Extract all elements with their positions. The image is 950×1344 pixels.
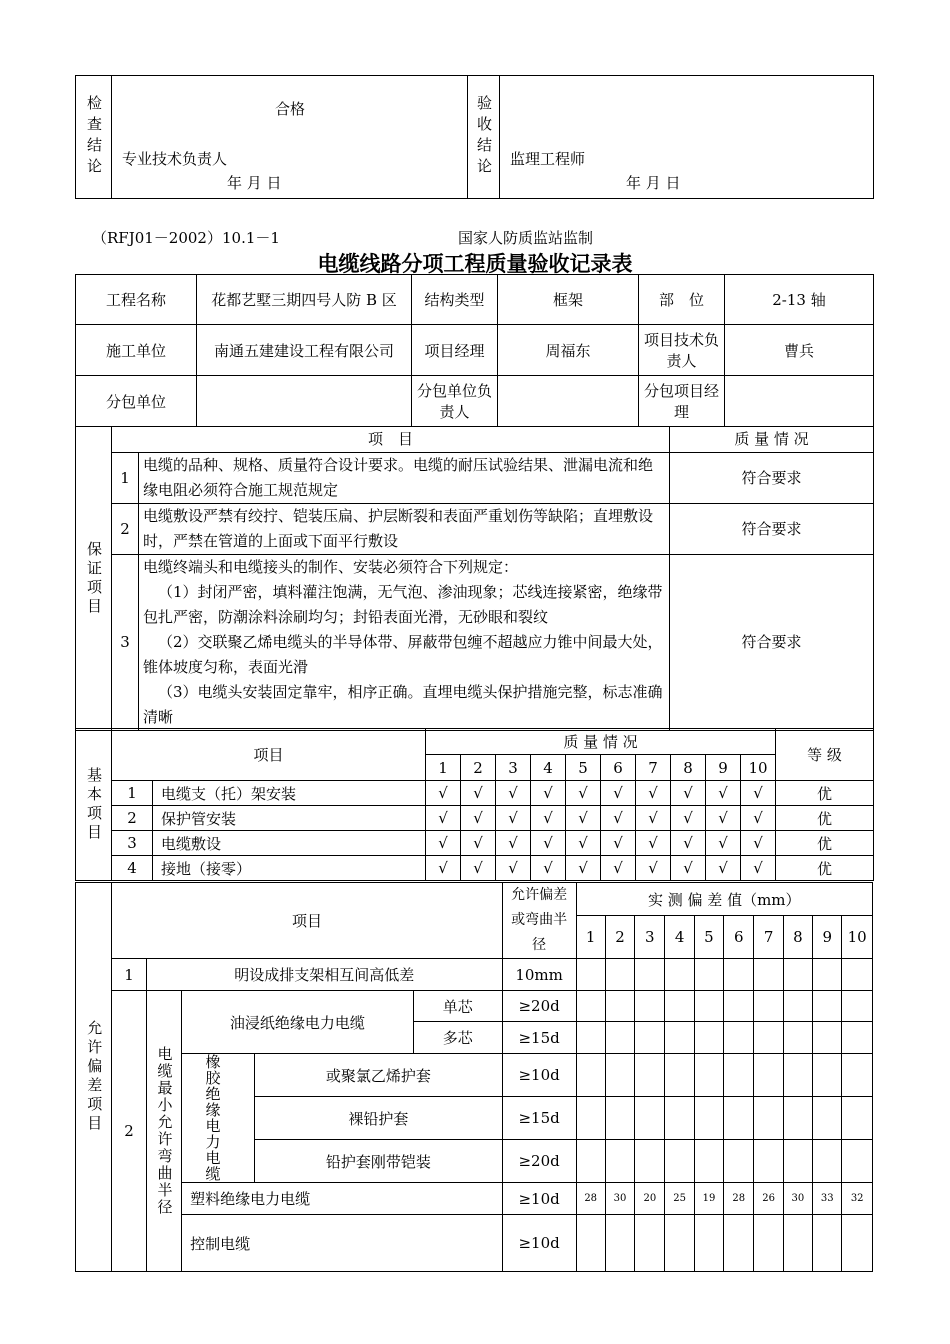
measure-cell: [576, 1215, 605, 1272]
measure-cell: [605, 1215, 634, 1272]
basic-row-no: 1: [112, 781, 153, 806]
measure-cell: [605, 1054, 634, 1097]
measure-value: 19: [694, 1183, 723, 1215]
measure-value: 26: [754, 1183, 783, 1215]
measure-cell: [605, 1140, 634, 1183]
basic-mark: √: [566, 806, 601, 831]
tech-date: 年 月 日: [227, 174, 282, 192]
basic-mark: √: [741, 806, 776, 831]
basic-grade: 优: [776, 781, 874, 806]
basic-mark: √: [531, 781, 566, 806]
basic-col-no: 4: [531, 755, 566, 781]
basic-mark: √: [636, 856, 671, 881]
basic-col-no: 6: [601, 755, 636, 781]
guarantee-text: 电缆的品种、规格、质量符合设计要求。电缆的耐压试验结果、泄漏电流和绝缘电阻必须符合施工规范规定: [139, 453, 670, 504]
measure-cell: [724, 1140, 754, 1183]
plastic-allow: ≥10d: [502, 1183, 576, 1215]
deviation-row-allow: 10mm: [502, 959, 576, 991]
basic-row: [76, 831, 874, 856]
basic-mark: √: [566, 781, 601, 806]
measure-cell: [842, 991, 873, 1022]
deviation-row: [76, 1215, 873, 1272]
guarantee-result: 符合要求: [670, 453, 874, 504]
deviation-row: [76, 1183, 873, 1215]
measure-cell: [813, 959, 842, 991]
measure-cell: [842, 1054, 873, 1097]
basic-mark: √: [531, 806, 566, 831]
measure-cell: [576, 1097, 605, 1140]
part-value: 2-13 轴: [725, 275, 874, 325]
measure-value: 28: [724, 1183, 754, 1215]
conclusion-table: [75, 75, 874, 199]
builder-label: 施工单位: [76, 325, 197, 376]
tech-label: 项目技术负责人: [639, 325, 725, 376]
measure-cell: [665, 1097, 694, 1140]
basic-mark: √: [706, 856, 741, 881]
basic-mark: √: [601, 831, 636, 856]
deviation-col-no: 2: [605, 916, 634, 959]
measure-value: 32: [842, 1183, 873, 1215]
basic-col-no: 5: [566, 755, 601, 781]
rubber-a-label: 或聚氯乙烯护套: [254, 1054, 502, 1097]
guarantee-no: 2: [112, 504, 139, 555]
rubber-a-allow: ≥10d: [502, 1054, 576, 1097]
measure-cell: [724, 1215, 754, 1272]
form-code: （RFJ01－2002）10.1－1: [92, 229, 280, 247]
deviation-row: [76, 1054, 873, 1097]
basic-col-no: 8: [671, 755, 706, 781]
project-name-label: 工程名称: [76, 275, 197, 325]
measure-cell: [665, 1140, 694, 1183]
basic-section-label: 基本项目: [76, 729, 112, 881]
supervision-mark: 国家人防质监站监制: [458, 229, 594, 247]
basic-mark: √: [671, 856, 706, 881]
measure-cell: [605, 1097, 634, 1140]
bend-radius-label: 电缆最小允许弯曲半径: [146, 991, 181, 1272]
info-table: [75, 274, 874, 427]
guarantee-result: 符合要求: [670, 504, 874, 555]
measure-cell: [694, 1022, 723, 1054]
guarantee-item-header: 项 目: [112, 427, 670, 453]
measure-cell: [754, 1215, 783, 1272]
basic-quality-header: 质 量 情 况: [426, 729, 776, 755]
measure-cell: [754, 1022, 783, 1054]
guarantee-quality-header: 质 量 情 况: [670, 427, 874, 453]
rubber-cable-label: 橡胶绝缘电力电缆: [182, 1054, 255, 1183]
oil-cable-label: 油浸纸绝缘电力电缆: [182, 991, 414, 1054]
basic-mark: √: [566, 856, 601, 881]
basic-mark: √: [601, 856, 636, 881]
deviation-row-no: 2: [112, 991, 146, 1272]
rubber-b-allow: ≥15d: [502, 1097, 576, 1140]
guarantee-text: 电缆终端头和电缆接头的制作、安装必须符合下列规定：: [143, 558, 519, 576]
basic-mark: √: [741, 781, 776, 806]
deviation-col-no: 4: [665, 916, 694, 959]
basic-col-no: 7: [636, 755, 671, 781]
basic-row-name: 保护管安装: [153, 806, 426, 831]
basic-grade: 优: [776, 831, 874, 856]
guarantee-sub: （3）电缆头安装固定靠牢，相序正确。直埋电缆头保护措施完整，标志准确清晰: [143, 683, 663, 726]
measure-cell: [576, 959, 605, 991]
measure-cell: [724, 959, 754, 991]
measure-cell: [576, 1022, 605, 1054]
check-conclusion-label: 检查结论: [76, 76, 112, 199]
measure-cell: [783, 991, 812, 1022]
basic-mark: √: [461, 781, 496, 806]
tech-signer: 专业技术负责人: [122, 150, 228, 168]
check-result: 合格: [274, 100, 305, 118]
measure-cell: [605, 1022, 634, 1054]
measure-cell: [724, 1097, 754, 1140]
basic-mark: √: [461, 856, 496, 881]
part-label: 部 位: [639, 275, 725, 325]
basic-mark: √: [601, 806, 636, 831]
measure-cell: [783, 1215, 812, 1272]
rubber-c-label: 铅护套刚带铠装: [254, 1140, 502, 1183]
guarantee-text-block: [139, 555, 670, 731]
measure-cell: [635, 991, 665, 1022]
measure-cell: [694, 1140, 723, 1183]
measure-value: 25: [665, 1183, 694, 1215]
measure-cell: [783, 1097, 812, 1140]
deviation-col-no: 6: [724, 916, 754, 959]
accept-conclusion-label: 验收结论: [468, 76, 500, 199]
measure-cell: [783, 1140, 812, 1183]
deviation-col-no: 3: [635, 916, 665, 959]
guarantee-no: 3: [112, 555, 139, 731]
measure-value: 33: [813, 1183, 842, 1215]
measure-cell: [665, 991, 694, 1022]
page-title: 电缆线路分项工程质量验收记录表: [317, 251, 633, 276]
basic-row-name: 电缆支（托）架安装: [153, 781, 426, 806]
basic-row-no: 3: [112, 831, 153, 856]
basic-col-no: 10: [741, 755, 776, 781]
control-allow: ≥10d: [502, 1215, 576, 1272]
measure-cell: [842, 1215, 873, 1272]
measure-cell: [635, 1215, 665, 1272]
deviation-table: [75, 882, 873, 1272]
deviation-row: [76, 959, 873, 991]
measure-cell: [576, 1054, 605, 1097]
guarantee-no: 1: [112, 453, 139, 504]
basic-mark: √: [706, 781, 741, 806]
sub-pm-value: [725, 376, 874, 427]
measure-value: 28: [576, 1183, 605, 1215]
measure-cell: [813, 1022, 842, 1054]
sub-resp-value: [498, 376, 639, 427]
oil-single-label: 单芯: [413, 991, 502, 1022]
basic-grade: 优: [776, 806, 874, 831]
basic-row: [76, 856, 874, 881]
basic-mark: √: [671, 781, 706, 806]
basic-mark: √: [531, 831, 566, 856]
basic-mark: √: [671, 806, 706, 831]
basic-mark: √: [601, 781, 636, 806]
deviation-col-no: 5: [694, 916, 723, 959]
basic-mark: √: [461, 806, 496, 831]
deviation-section-label: 允许偏差项目: [76, 883, 112, 1272]
basic-mark: √: [706, 831, 741, 856]
measure-cell: [724, 1022, 754, 1054]
sub-value: [197, 376, 412, 427]
basic-row: [76, 806, 874, 831]
basic-mark: √: [426, 781, 461, 806]
deviation-measure-header: 实 测 偏 差 值（mm）: [576, 883, 872, 916]
measure-cell: [813, 991, 842, 1022]
measure-cell: [635, 1097, 665, 1140]
pm-value: 周福东: [498, 325, 639, 376]
measure-value: 30: [605, 1183, 634, 1215]
measure-cell: [724, 991, 754, 1022]
measure-cell: [783, 1054, 812, 1097]
measure-cell: [694, 991, 723, 1022]
basic-mark: √: [741, 856, 776, 881]
basic-grade-header: 等 级: [776, 729, 874, 781]
measure-cell: [694, 1215, 723, 1272]
basic-mark: √: [426, 831, 461, 856]
basic-mark: √: [496, 781, 531, 806]
basic-row-name: 接地（接零）: [153, 856, 426, 881]
basic-mark: √: [426, 856, 461, 881]
pm-label: 项目经理: [412, 325, 498, 376]
basic-mark: √: [426, 806, 461, 831]
measure-cell: [605, 959, 634, 991]
measure-cell: [754, 1140, 783, 1183]
basic-mark: √: [461, 831, 496, 856]
measure-cell: [694, 1097, 723, 1140]
control-label: 控制电缆: [182, 1215, 503, 1272]
measure-cell: [813, 1097, 842, 1140]
measure-cell: [842, 1140, 873, 1183]
measure-cell: [783, 959, 812, 991]
measure-cell: [665, 1215, 694, 1272]
deviation-item-header: 项目: [112, 883, 502, 959]
measure-cell: [605, 991, 634, 1022]
tech-value: 曹兵: [725, 325, 874, 376]
deviation-col-no: 8: [783, 916, 812, 959]
guarantee-sub: （2）交联聚乙烯电缆头的半导体带、屏蔽带包缠不超越应力锥中间最大处，锥体坡度匀称，表面光滑: [143, 633, 663, 676]
plastic-label: 塑料绝缘电力电缆: [182, 1183, 503, 1215]
measure-cell: [842, 959, 873, 991]
measure-cell: [754, 1097, 783, 1140]
guarantee-text: 电缆敷设严禁有绞拧、铠装压扁、护层断裂和表面严重划伤等缺陷；直埋敷设时，严禁在管道的上面或下面平行敷设: [139, 504, 670, 555]
measure-cell: [842, 1097, 873, 1140]
basic-col-no: 9: [706, 755, 741, 781]
measure-cell: [635, 1022, 665, 1054]
measure-cell: [754, 959, 783, 991]
supervisor-signer: 监理工程师: [510, 150, 586, 168]
basic-table: [75, 728, 874, 881]
basic-mark: √: [636, 831, 671, 856]
basic-item-header: 项目: [112, 729, 426, 781]
guarantee-result: 符合要求: [670, 555, 874, 731]
measure-cell: [813, 1215, 842, 1272]
basic-row: [76, 781, 874, 806]
basic-mark: √: [706, 806, 741, 831]
sub-resp-label: 分包单位负责人: [412, 376, 498, 427]
basic-mark: √: [741, 831, 776, 856]
basic-mark: √: [671, 831, 706, 856]
measure-cell: [665, 959, 694, 991]
deviation-row-name: 明设成排支架相互间高低差: [146, 959, 502, 991]
measure-cell: [813, 1054, 842, 1097]
deviation-col-no: 9: [813, 916, 842, 959]
rubber-c-allow: ≥20d: [502, 1140, 576, 1183]
basic-row-no: 4: [112, 856, 153, 881]
basic-mark: √: [636, 781, 671, 806]
oil-single-allow: ≥20d: [502, 991, 576, 1022]
deviation-allow-header: 允许偏差或弯曲半径: [502, 883, 576, 959]
measure-cell: [576, 991, 605, 1022]
oil-multi-allow: ≥15d: [502, 1022, 576, 1054]
structure-value: 框架: [498, 275, 639, 325]
guarantee-table: [75, 426, 874, 731]
measure-cell: [724, 1054, 754, 1097]
deviation-row: [76, 991, 873, 1022]
basic-mark: √: [496, 806, 531, 831]
rubber-b-label: 裸铅护套: [254, 1097, 502, 1140]
oil-multi-label: 多芯: [413, 1022, 502, 1054]
supervisor-date: 年 月 日: [626, 174, 681, 192]
basic-mark: √: [636, 806, 671, 831]
measure-value: 30: [783, 1183, 812, 1215]
sub-label: 分包单位: [76, 376, 197, 427]
basic-grade: 优: [776, 856, 874, 881]
basic-mark: √: [566, 831, 601, 856]
basic-mark: √: [496, 831, 531, 856]
measure-cell: [665, 1054, 694, 1097]
measure-cell: [842, 1022, 873, 1054]
sub-pm-label: 分包项目经 理: [639, 376, 725, 427]
basic-col-no: 3: [496, 755, 531, 781]
guarantee-section-label: 保证项目: [76, 427, 112, 731]
basic-mark: √: [496, 856, 531, 881]
check-conclusion-cell: [112, 76, 468, 199]
measure-cell: [635, 1054, 665, 1097]
measure-cell: [576, 1140, 605, 1183]
measure-cell: [635, 959, 665, 991]
guarantee-sub: （1）封闭严密，填料灌注饱满，无气泡、渗油现象；芯线连接紧密，绝缘带包扎严密，防潮涂料涂刷均匀；封铅表面光滑，无砂眼和裂纹: [143, 583, 663, 626]
measure-cell: [694, 1054, 723, 1097]
measure-cell: [754, 1054, 783, 1097]
basic-mark: √: [531, 856, 566, 881]
builder-value: 南通五建建设工程有限公司: [197, 325, 412, 376]
basic-col-no: 1: [426, 755, 461, 781]
basic-row-no: 2: [112, 806, 153, 831]
basic-row-name: 电缆敷设: [153, 831, 426, 856]
measure-cell: [754, 991, 783, 1022]
basic-col-no: 2: [461, 755, 496, 781]
measure-cell: [694, 959, 723, 991]
measure-cell: [635, 1140, 665, 1183]
measure-value: 20: [635, 1183, 665, 1215]
deviation-col-no: 7: [754, 916, 783, 959]
deviation-col-no: 1: [576, 916, 605, 959]
project-name: 花都艺墅三期四号人防 B 区: [197, 275, 412, 325]
accept-conclusion-cell: [500, 76, 874, 199]
deviation-col-no: 10: [842, 916, 873, 959]
structure-label: 结构类型: [412, 275, 498, 325]
deviation-row-no: 1: [112, 959, 146, 991]
measure-cell: [665, 1022, 694, 1054]
measure-cell: [783, 1022, 812, 1054]
measure-cell: [813, 1140, 842, 1183]
